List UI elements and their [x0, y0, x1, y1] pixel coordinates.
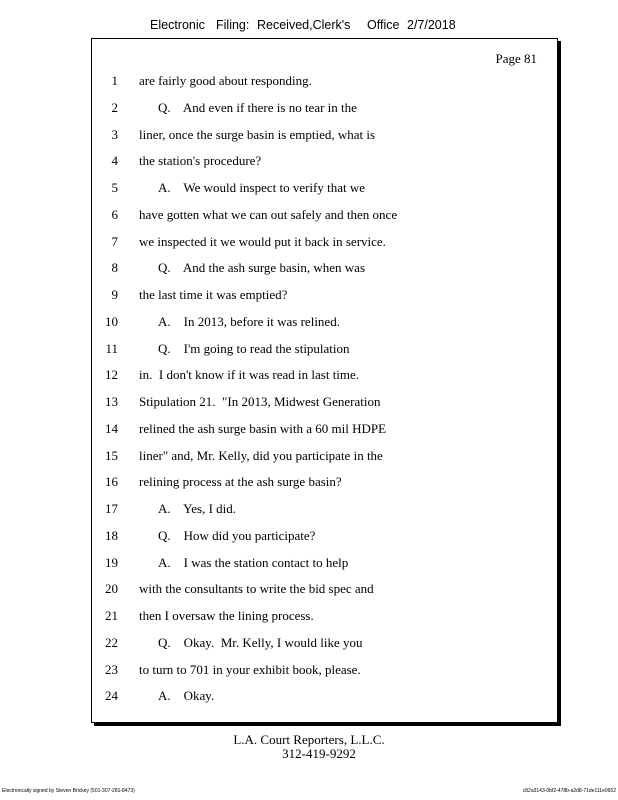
line-text: relining process at the ash surge basin? — [139, 474, 342, 490]
transcript-line — [92, 234, 557, 261]
line-text: to turn to 701 in your exhibit book, please. — [139, 661, 361, 677]
line-number: 12 — [105, 367, 118, 383]
transcript-line — [92, 528, 557, 555]
line-text: A. We would inspect to verify that we — [158, 180, 366, 195]
transcript-line — [92, 662, 557, 689]
line-text: liner, once the surge basin is emptied, what is — [139, 126, 376, 142]
transcript-line — [92, 207, 557, 234]
line-number: 15 — [105, 447, 118, 463]
line-number: 21 — [105, 608, 118, 623]
transcript-line — [92, 314, 557, 341]
line-number: 19 — [105, 554, 118, 570]
line-number: 17 — [105, 501, 118, 516]
line-number: 8 — [111, 260, 118, 276]
line-text: we inspected it we would put it back in service. — [139, 233, 386, 249]
line-text: A. Okay. — [158, 688, 215, 704]
line-number: 5 — [111, 180, 118, 195]
line-number: 9 — [111, 287, 118, 302]
line-number: 22 — [105, 634, 118, 650]
transcript-line — [92, 555, 557, 582]
transcript-page — [91, 38, 558, 723]
line-number: 4 — [111, 153, 118, 169]
line-number: 20 — [105, 581, 118, 597]
electronic-filing-stamp — [0, 18, 618, 36]
transcript-line — [92, 153, 557, 180]
line-number: 3 — [111, 126, 118, 142]
line-text: are fairly good about responding. — [139, 73, 312, 88]
transcript-line — [92, 180, 557, 207]
document-hash: c82a3143-0bf2-478b-a2d8-71de111e0652 — [522, 788, 616, 794]
line-text: Q. And the ash surge basin, when was — [158, 260, 366, 276]
transcript-line — [92, 581, 557, 608]
transcript-line — [92, 501, 557, 528]
transcript-line — [92, 448, 557, 475]
transcript-line — [92, 608, 557, 635]
line-text: then I oversaw the lining process. — [139, 608, 314, 623]
line-text: the last time it was emptied? — [139, 287, 288, 302]
stamp-electronic: Electronic — [150, 18, 205, 32]
reporter-name: L.A. Court Reporters, L.L.C. — [233, 732, 385, 747]
transcript-line — [92, 287, 557, 314]
line-text: have gotten what we can out safely and then once — [139, 206, 398, 222]
line-text: Q. And even if there is no tear in the — [158, 99, 357, 115]
line-text: liner" and, Mr. Kelly, did you participate in the — [139, 447, 383, 463]
transcript-line — [92, 688, 557, 715]
transcript-line — [92, 127, 557, 154]
line-number: 13 — [105, 394, 118, 409]
stamp-received: Received,Clerk's — [257, 18, 351, 32]
court-reporter-block — [0, 733, 618, 761]
transcript-line — [92, 73, 557, 100]
line-number: 16 — [105, 474, 118, 490]
line-text: the station's procedure? — [139, 153, 262, 169]
transcript-line — [92, 260, 557, 287]
line-number: 2 — [111, 99, 118, 115]
line-text: A. I was the station contact to help — [158, 554, 349, 570]
stamp-date: 2/7/2018 — [407, 18, 456, 32]
line-number: 18 — [105, 527, 118, 543]
line-text: A. Yes, I did. — [158, 501, 237, 516]
line-text: Q. Okay. Mr. Kelly, I would like you — [158, 634, 363, 650]
page-number: Page 81 — [495, 51, 537, 66]
line-text: with the consultants to write the bid spec and — [139, 581, 374, 597]
signature-footer — [0, 788, 618, 798]
line-text: relined the ash surge basin with a 60 mil HDPE — [139, 420, 387, 436]
line-text: in. I don't know if it was read in last time. — [139, 367, 360, 383]
line-text: Q. I'm going to read the stipulation — [158, 340, 350, 356]
line-number: 23 — [105, 661, 118, 677]
transcript-line — [92, 474, 557, 501]
transcript-line — [92, 367, 557, 394]
transcript-line — [92, 635, 557, 662]
stamp-filing: Filing: — [216, 18, 250, 32]
line-number: 24 — [105, 688, 118, 704]
line-text: A. In 2013, before it was relined. — [158, 313, 340, 329]
line-text: Stipulation 21. "In 2013, Midwest Generation — [139, 394, 381, 409]
line-number: 14 — [105, 420, 118, 436]
reporter-phone: 312-419-9292 — [282, 746, 356, 761]
line-number: 1 — [111, 73, 118, 88]
transcript-line — [92, 341, 557, 368]
line-number: 10 — [105, 313, 118, 329]
transcript-lines — [92, 73, 557, 715]
transcript-line — [92, 100, 557, 127]
line-number: 11 — [105, 340, 118, 356]
line-text: Q. How did you participate? — [158, 527, 316, 543]
line-number: 6 — [111, 206, 118, 222]
line-number: 7 — [111, 233, 118, 249]
electronic-signature: Electronically signed by Steven Brickey (501-307-281-8473) — [2, 788, 135, 794]
transcript-line — [92, 394, 557, 421]
stamp-office: Office — [367, 18, 400, 32]
transcript-line — [92, 421, 557, 448]
